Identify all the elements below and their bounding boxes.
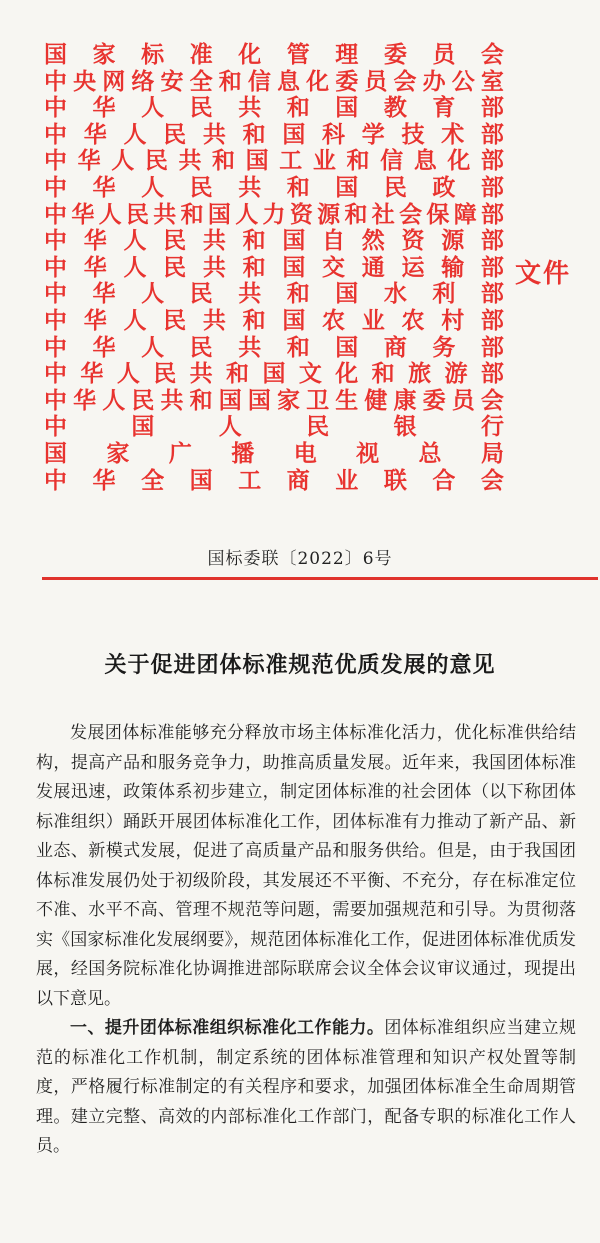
issuer-line: 中 华 人 民 共 和 国 民 政 部 bbox=[44, 173, 504, 201]
issuer-line: 中 华 人 民 共 和 国 国 家 卫 生 健 康 委 员 会 bbox=[44, 386, 504, 414]
red-divider bbox=[42, 577, 598, 580]
issuer-line: 国 家 广 播 电 视 总 局 bbox=[44, 439, 504, 467]
issuer-line: 中 华 全 国 工 商 业 联 合 会 bbox=[44, 466, 504, 494]
document-number: 国标委联〔2022〕6号 bbox=[207, 549, 393, 569]
issuer-line: 中 华 人 民 共 和 国 工 业 和 信 息 化 部 bbox=[44, 147, 504, 175]
document-title: 关于促进团体标准规范优质发展的意见 bbox=[104, 652, 496, 678]
issuer-line: 中 华 人 民 共 和 国 交 通 运 输 部 bbox=[44, 253, 504, 281]
document-body bbox=[36, 719, 576, 1162]
section-1-body: 团体标准组织应当建立规范的标准化工作机制，制定系统的团体标准管理和知识产权处置等制度，严格履行标准制定的有关程序和要求，加强团体标准全生命周期管理。建立完整、高效的内部标准化工作部门，配备专职的标准化工作人员。 bbox=[36, 1018, 577, 1156]
issuing-authorities bbox=[44, 42, 504, 494]
intro-paragraph: 发展团体标准能够充分释放市场主体标准化活力，优化标准供给结构，提高产品和服务竞争力，助推高质量发展。近年来，我国团体标准发展迅速，政策体系初步建立，制定团体标准的社会团体（以下称团体标准组织）踊跃开展团体标准化工作，团体标准有力推动了新产品、新业态、新模式发展，促进了高质量产品和服务供给。但是，由于我国团体标准发展仍处于初级阶段，其发展还不平衡、不充分，存在标准定位不准、水平不高、管理不规范等问题，需要加强规范和引导。为贯彻落实《国家标准化发展纲要》，规范团体标准化工作，促进团体标准优质发展，经国务院标准化协调推进部际联席会议全体会议审议通过，现提出以下意见。 bbox=[36, 723, 576, 1009]
issuer-line: 中 华 人 民 共 和 国 人 力 资 源 和 社 会 保 障 部 bbox=[44, 200, 504, 228]
issuer-line: 中 华 人 民 共 和 国 水 利 部 bbox=[44, 280, 504, 308]
issuer-line: 中 华 人 民 共 和 国 文 化 和 旅 游 部 bbox=[44, 360, 504, 388]
section-1-paragraph bbox=[36, 1014, 576, 1162]
issuer-line: 中 华 人 民 共 和 国 教 育 部 bbox=[44, 94, 504, 122]
issuer-line: 中 华 人 民 共 和 国 自 然 资 源 部 bbox=[44, 227, 504, 255]
issuer-line: 中 华 人 民 共 和 国 科 学 技 术 部 bbox=[44, 120, 504, 148]
issuer-line: 中 华 人 民 共 和 国 商 务 部 bbox=[44, 333, 504, 361]
issuer-line: 中 华 人 民 共 和 国 农 业 农 村 部 bbox=[44, 306, 504, 334]
document-suffix: 文件 bbox=[515, 259, 572, 289]
issuer-line: 中 央 网 络 安 全 和 信 息 化 委 员 会 办 公 室 bbox=[44, 67, 504, 95]
issuer-line: 中 国 人 民 银 行 bbox=[44, 413, 504, 441]
section-1-heading: 一、提升团体标准组织标准化工作能力。 bbox=[70, 1018, 385, 1038]
issuer-line: 国 家 标 准 化 管 理 委 员 会 bbox=[44, 41, 504, 68]
